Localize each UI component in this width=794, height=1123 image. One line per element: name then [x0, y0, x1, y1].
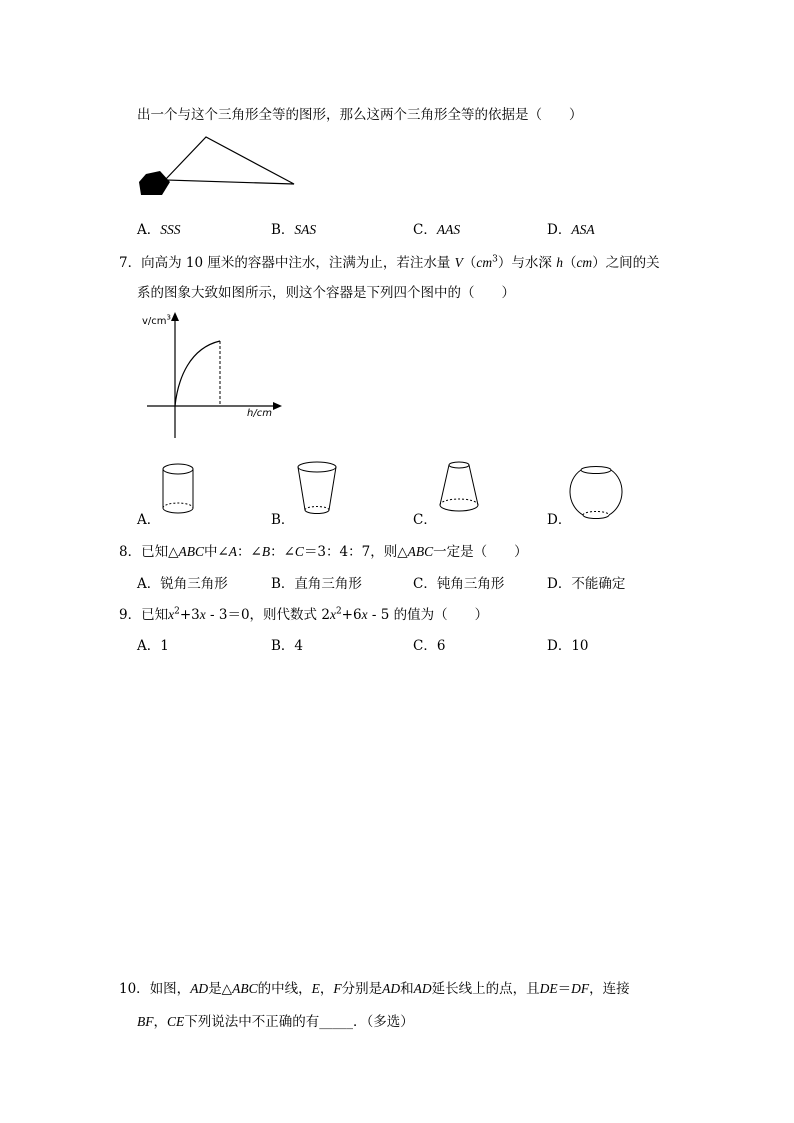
- q10-line1: 10．如图，AD是△ABC的中线，E，F分别是AD和AD延长线上的点，且DE＝DF，连接: [119, 981, 630, 997]
- q7-option-c: C．: [413, 512, 437, 528]
- q7-option-d: D．: [547, 512, 572, 528]
- cup-icon: [298, 462, 336, 514]
- q7-line1: 7．向高为 10 厘米的容器中注水，注满为止，若注水量 $V(cm^3)$与水深 h（cm）之间的关: [119, 254, 660, 271]
- q8-stem: 8．已知△ABC中∠A：∠B：∠C＝3：4：7，则△ABC一定是（ ）: [119, 544, 528, 560]
- q9-option-d: D．10: [547, 638, 589, 654]
- barrel-icon: [570, 467, 622, 519]
- q9-stem: 9．已知$x^2+3x - 3=0$，则代数式 $2x^2+6x - 5$ 的值为（ ）: [119, 606, 489, 623]
- graph-x-label: h/cm: [247, 408, 272, 419]
- q10-line2: BF，CE下列说法中不正确的有_____．（多选）: [137, 1014, 414, 1030]
- q6-option-c: C．AAS: [413, 222, 461, 238]
- graph-y-label: $v/cm^3$: [142, 313, 171, 327]
- q9-option-c: C．6: [413, 638, 446, 654]
- q8-option-b: B．直角三角形: [271, 576, 362, 592]
- q8-option-a: A．锐角三角形: [137, 576, 228, 592]
- q6-option-d: D．ASA: [547, 222, 595, 238]
- frustum-icon: [440, 462, 478, 511]
- q9-option-a: A．1: [137, 638, 169, 654]
- q6-option-a: A．SSS: [137, 222, 181, 238]
- q7-line2: 系的图象大致如图所示，则这个容器是下列四个图中的（ ）: [137, 285, 515, 301]
- q6-stem-tail: 出一个与这个三角形全等的图形，那么这两个三角形全等的依据是（ ）: [137, 107, 583, 123]
- cylinder-icon: [163, 464, 193, 513]
- q9-option-b: B．4: [271, 638, 304, 654]
- q8-option-d: D．不能确定: [547, 576, 626, 592]
- q8-option-c: C．钝角三角形: [413, 576, 505, 592]
- q7-option-a: A．: [137, 512, 161, 528]
- q6-option-b: B．SAS: [271, 222, 317, 238]
- q7-option-b: B．: [271, 512, 295, 528]
